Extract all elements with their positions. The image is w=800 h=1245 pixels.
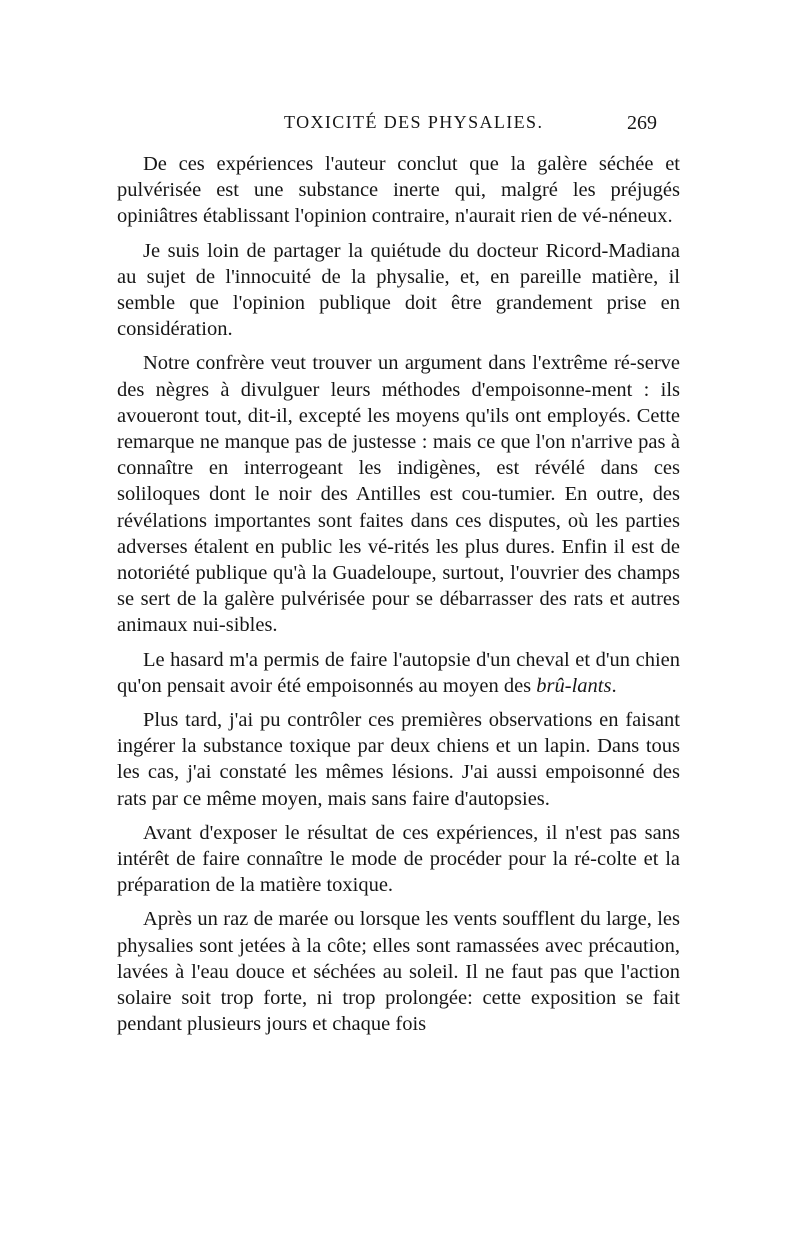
page-header — [0, 112, 800, 142]
running-title: TOXICITÉ DES PHYSALIES. — [284, 112, 544, 132]
paragraph-experiments: Plus tard, j'ai pu contrôler ces premières observations en faisant ingérer la substance toxique par deux chiens et un lapin. Dans tous les cas, j'ai constaté les mêmes lésions. J'ai aussi empoisonné des rats par ce même moyen, mais sans faire d'autopsies. — [117, 709, 680, 810]
page-number: 269 — [627, 112, 657, 134]
body-text — [117, 151, 680, 1046]
paragraph-argument: Notre confrère veut trouver un argument dans l'extrême ré-serve des nègres à divulguer leurs méthodes d'empoisonne-ment : ils avoueront tout, dit-il, excepté les moyens qu'ils ont employés. Cette remarque ne manque pas de justesse : mais ce que l'on n'arrive pas à connaître en interrogeant les indigènes, est révélé dans ces soliloques dont le noir des Antilles est cou-tumier. En outre, des révélations importantes sont faites dans ces disputes, où les parties adverses étalent en public les vé-rités les plus dures. Enfin il est de notoriété publique qu'à la Guadeloupe, surtout, l'ouvrier des champs se sert de la galère pulvérisée pour se débarrasser des rats et autres animaux nui-sibles. — [117, 352, 680, 637]
paragraph-author-opinion: Je suis loin de partager la quiétude du docteur Ricord-Madiana au sujet de l'innocuité de la physalie, et, en pareille matière, il semble que l'opinion publique doit être grandement prise en considération. — [117, 239, 680, 341]
paragraph-conclusion: De ces expériences l'auteur conclut que la galère séchée et pulvérisée est une substance inerte qui, malgré les préjugés opiniâtres établissant l'opinion contraire, n'aurait rien de vé-néneux. — [117, 153, 680, 228]
paragraph-harvest: Après un raz de marée ou lorsque les vents soufflent du large, les physalies sont jetées à la côte; elles sont ramassées avec précaution, lavées à l'eau douce et séchées au soleil. Il ne faut pas que l'action solaire soit trop forte, ni trop prolongée: cette exposition se fait pendant plusieurs jours et chaque fois — [117, 908, 680, 1036]
paragraph-autopsy: Le hasard m'a permis de faire l'autopsie d'un cheval et d'un chien qu'on pensait avoir été empoisonnés au moyen des brû-lants. — [117, 648, 680, 697]
paragraph-preparation-intro: Avant d'exposer le résultat de ces expériences, il n'est pas sans intérêt de faire connaître le mode de procéder pour la ré-colte et la préparation de la matière toxique. — [117, 821, 680, 897]
